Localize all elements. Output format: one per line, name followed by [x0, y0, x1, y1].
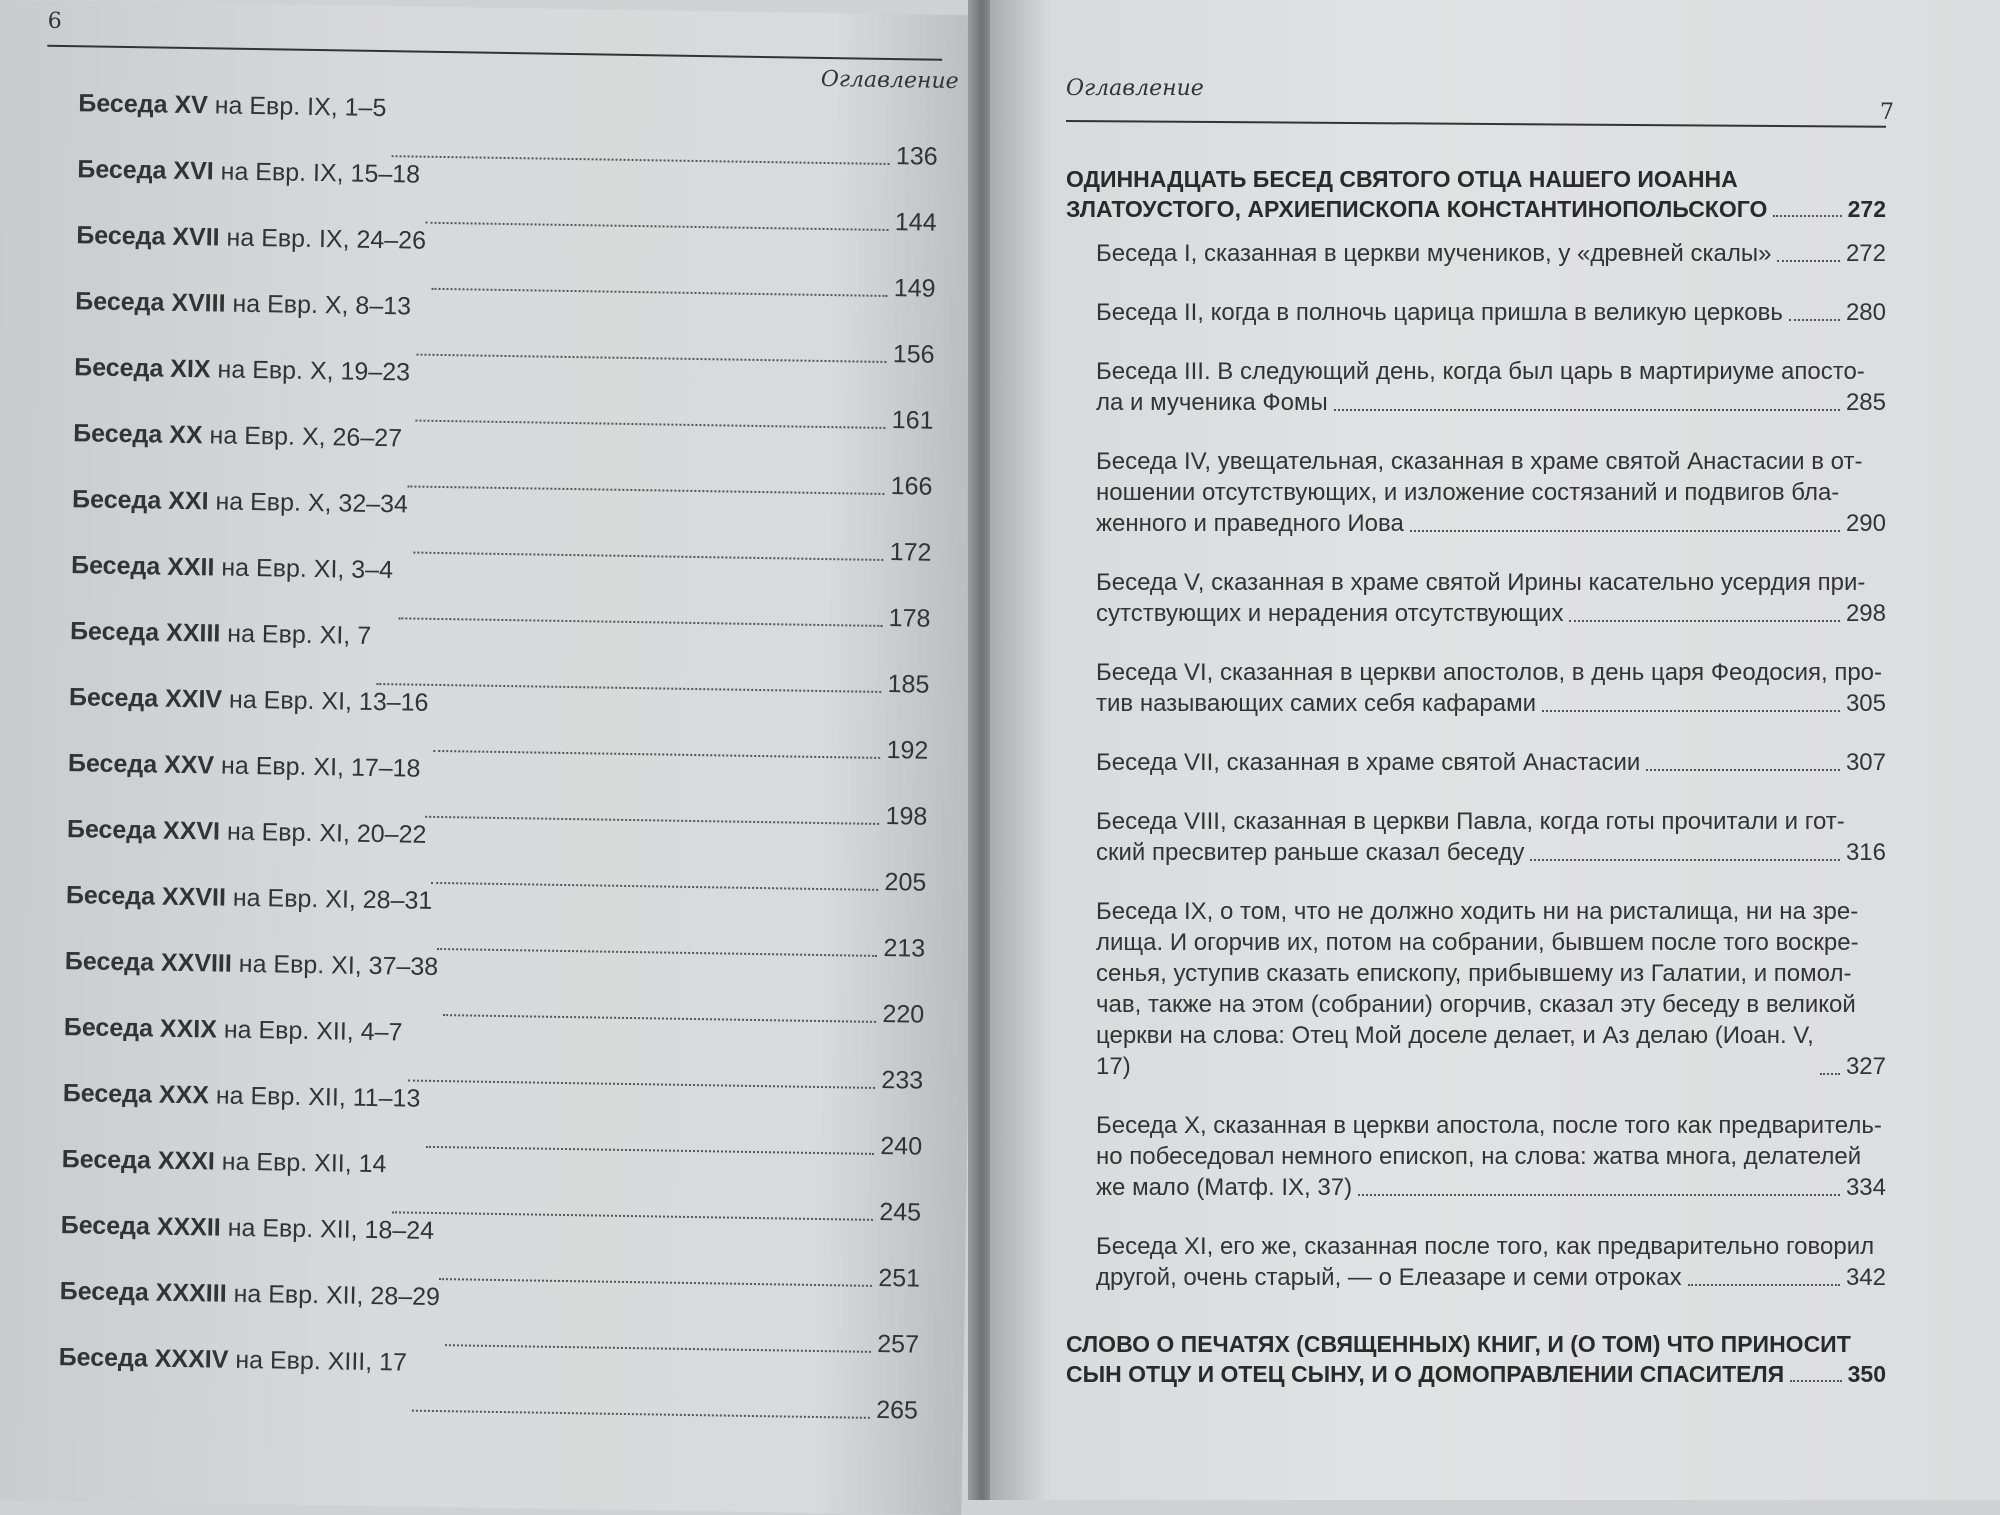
- dot-leader: [1530, 859, 1840, 861]
- toc-page-number: 192: [886, 736, 929, 765]
- dot-leader: [1358, 1194, 1840, 1196]
- dot-leader: [438, 948, 878, 957]
- toc-entry[interactable]: Беседа XXVII на Евр. XI, 28–31 213: [65, 881, 926, 963]
- toc-entry[interactable]: Беседа III. В следующий день, когда был царь в мартириуме апосто- ла и мученика Фомы 285: [1096, 358, 1886, 416]
- toc-page-number: 144: [894, 208, 937, 237]
- toc-page-number: 307: [1845, 749, 1886, 776]
- toc-page-number: 149: [893, 274, 936, 303]
- left-running-head: Оглавление: [820, 66, 959, 95]
- toc-entry[interactable]: Беседа XXIX на Евр. XII, 4–7 233: [63, 1013, 924, 1095]
- toc-entry[interactable]: Беседа XVIII на Евр. X, 8–13 156: [75, 287, 935, 369]
- dot-leader: [1790, 1380, 1841, 1382]
- toc-page-number: 161: [891, 406, 934, 435]
- toc-page-number: 240: [880, 1131, 923, 1161]
- toc-page-number: 342: [1845, 1264, 1886, 1291]
- dot-leader: [408, 1080, 876, 1089]
- toc-page-number: 251: [878, 1263, 921, 1293]
- toc-entry[interactable]: Беседа XXIV на Евр. XI, 13–16 192: [68, 683, 929, 765]
- toc-entry[interactable]: Беседа IX, о том, что не должно ходить ни на ристалища, ни на зре- лища. И огорчив их, потом на собрании, бывшем после того воскре- сенья, уступив сказать епископу, прибывшему из Галатии, и помол- чав, также на этом (собрании) огорчив, сказал эту беседу в великой церкви на слова: Отец Мой доселе делает, и Аз делаю (Иоан. V, 17) 327: [1096, 898, 1886, 1080]
- dot-leader: [1569, 620, 1840, 622]
- toc-entry[interactable]: Беседа X, сказанная в церкви апостола, после того как предваритель- но побеседовал немного епископ, на слова: жатва многа, делателей же мало (Матф. IX, 37) 334: [1096, 1112, 1886, 1201]
- dot-leader: [443, 1014, 876, 1023]
- toc-page-number: 272: [1847, 196, 1886, 222]
- dot-leader: [407, 485, 884, 494]
- toc-page-number: 166: [890, 472, 933, 501]
- toc-entry[interactable]: Беседа VII, сказанная в храме святой Анастасии 307: [1096, 749, 1886, 776]
- right-header-rule: [1066, 120, 1886, 128]
- toc-section-heading[interactable]: ОДИННАДЦАТЬ БЕСЕД СВЯТОГО ОТЦА НАШЕГО ИОАННА ЗЛАТОУСТОГО, АРХИЕПИСКОПА КОНСТАНТИНОПОЛЬСКОГО 272: [1066, 166, 1886, 222]
- toc-page-number: 205: [884, 868, 927, 897]
- toc-entry[interactable]: Беседа XXXII на Евр. XII, 18–24 251: [60, 1211, 921, 1293]
- toc-page-number: 327: [1845, 1053, 1886, 1080]
- toc-page-number: 220: [882, 999, 925, 1029]
- left-page-number: 6: [47, 8, 62, 34]
- toc-entry[interactable]: Беседа XXIII на Евр. XI, 7 185: [69, 617, 930, 699]
- toc-entry[interactable]: Беседа XX на Евр. X, 26–27 166: [72, 419, 933, 501]
- toc-page-number: 280: [1845, 299, 1886, 326]
- toc-page-number: 172: [889, 538, 932, 567]
- toc-page-number: 290: [1845, 510, 1886, 537]
- toc-page-number: 213: [883, 933, 926, 963]
- dot-leader: [1334, 409, 1840, 411]
- toc-page-number: 316: [1845, 839, 1886, 866]
- left-page: [0, 0, 985, 1515]
- dot-leader: [434, 750, 881, 759]
- toc-page-number: 136: [895, 142, 938, 171]
- toc-page-number: 285: [1845, 389, 1886, 416]
- dot-leader: [413, 552, 883, 561]
- toc-entry[interactable]: Беседа VIII, сказанная в церкви Павла, когда готы прочитали и гот- ский пресвитер раньше сказал беседу 316: [1096, 808, 1886, 866]
- toc-entry[interactable]: Беседа XXVIII на Евр. XI, 37–38 220: [64, 947, 925, 1029]
- toc-entry[interactable]: Беседа IV, увещательная, сказанная в храме святой Анастасии в от- ношении отсутствующих, и изложение состязаний и подвигов бла- женного и праведного Иова 290: [1096, 448, 1886, 537]
- toc-entry[interactable]: Беседа XI, его же, сказанная после того, как предварительно говорил другой, очень старый, — о Елеазаре и семи отроках 342: [1096, 1233, 1886, 1291]
- toc-page-number: 265: [876, 1395, 919, 1425]
- toc-entry[interactable]: Беседа XXXIII на Евр. XII, 28–29 257: [59, 1277, 920, 1359]
- toc-entry[interactable]: Беседа II, когда в полночь царица пришла в великую церковь 280: [1096, 299, 1886, 326]
- dot-leader: [426, 1146, 875, 1155]
- toc-page-number: 305: [1845, 690, 1886, 717]
- toc-page-number: 334: [1845, 1174, 1886, 1201]
- dot-leader: [415, 420, 885, 429]
- dot-leader: [1410, 530, 1840, 532]
- toc-entry[interactable]: Беседа XIX на Евр. X, 19–23 161: [74, 353, 934, 435]
- dot-leader: [416, 354, 886, 363]
- toc-page-number: 257: [877, 1329, 920, 1359]
- toc-entry[interactable]: Беседа XXVI на Евр. XI, 20–22 205: [66, 815, 927, 897]
- toc-entry[interactable]: Беседа XXXI на Евр. XII, 14 245: [61, 1145, 922, 1227]
- toc-entry[interactable]: Беседа XXXIV на Евр. XIII, 17 265: [58, 1343, 919, 1425]
- toc-page-number: 350: [1847, 1361, 1886, 1387]
- toc-page-number: 298: [1845, 600, 1886, 627]
- toc-page-number: 272: [1845, 240, 1886, 267]
- toc-entry[interactable]: Беседа XV на Евр. IX, 1–5 136: [78, 89, 938, 171]
- dot-leader: [1688, 1284, 1840, 1286]
- toc-entry[interactable]: Беседа XVII на Евр. IX, 24–26 149: [76, 221, 936, 303]
- toc-page-number: 233: [881, 1065, 924, 1095]
- dot-leader: [392, 1211, 874, 1221]
- dot-leader: [1773, 215, 1841, 217]
- dot-leader: [432, 882, 879, 891]
- toc-page-number: 198: [885, 802, 928, 831]
- toc-entry[interactable]: Беседа XXI на Евр. X, 32–34 172: [71, 485, 932, 567]
- right-page: [990, 0, 2000, 1500]
- toc-entry[interactable]: Беседа VI, сказанная в церкви апостолов, в день царя Феодосия, про- тив называющих самих себя кафарами 305: [1096, 659, 1886, 717]
- right-running-head: Оглавление: [1066, 76, 1204, 101]
- toc-entry[interactable]: Беседа XXX на Евр. XII, 11–13 240: [62, 1079, 923, 1161]
- dot-leader: [376, 683, 881, 693]
- dot-leader: [1820, 1073, 1840, 1075]
- toc-entry[interactable]: Беседа I, сказанная в церкви мучеников, у «древней скалы» 272: [1096, 240, 1886, 267]
- left-toc-list: [58, 89, 939, 1426]
- dot-leader: [425, 222, 888, 231]
- right-page-number: 7: [1880, 100, 1894, 125]
- dot-leader: [398, 617, 882, 627]
- toc-page-number: 156: [892, 340, 935, 369]
- dot-leader: [426, 816, 880, 825]
- toc-entry[interactable]: Беседа XXV на Евр. XI, 17–18 198: [67, 749, 928, 831]
- dot-leader: [1542, 710, 1840, 712]
- dot-leader: [1789, 319, 1840, 321]
- dot-leader: [1646, 769, 1840, 771]
- toc-page-number: 185: [887, 670, 930, 699]
- toc-entry[interactable]: Беседа XVI на Евр. IX, 15–18 144: [77, 155, 937, 237]
- right-toc: [1066, 164, 1886, 1389]
- toc-entry[interactable]: Беседа XXII на Евр. XI, 3–4 178: [70, 551, 931, 633]
- toc-page-number: 178: [888, 604, 931, 633]
- toc-page-number: 245: [879, 1197, 922, 1227]
- toc-section-heading[interactable]: СЛОВО О ПЕЧАТЯХ (СВЯЩЕННЫХ) КНИГ, И (О ТОМ) ЧТО ПРИНОСИТ СЫН ОТЦУ И ОТЕЦ СЫНУ, И О ДОМОПРАВЛЕНИИ СПАСИТЕЛЯ 350: [1066, 1331, 1886, 1387]
- dot-leader: [445, 1344, 871, 1353]
- dot-leader: [392, 155, 890, 165]
- dot-leader: [431, 288, 888, 297]
- left-header-rule: [47, 45, 942, 61]
- toc-entry[interactable]: Беседа V, сказанная в храме святой Ирины касательно усердия при- сутствующих и нерадения отсутствующих 298: [1096, 569, 1886, 627]
- dot-leader: [1777, 260, 1840, 262]
- dot-leader: [412, 1410, 870, 1419]
- dot-leader: [439, 1278, 872, 1287]
